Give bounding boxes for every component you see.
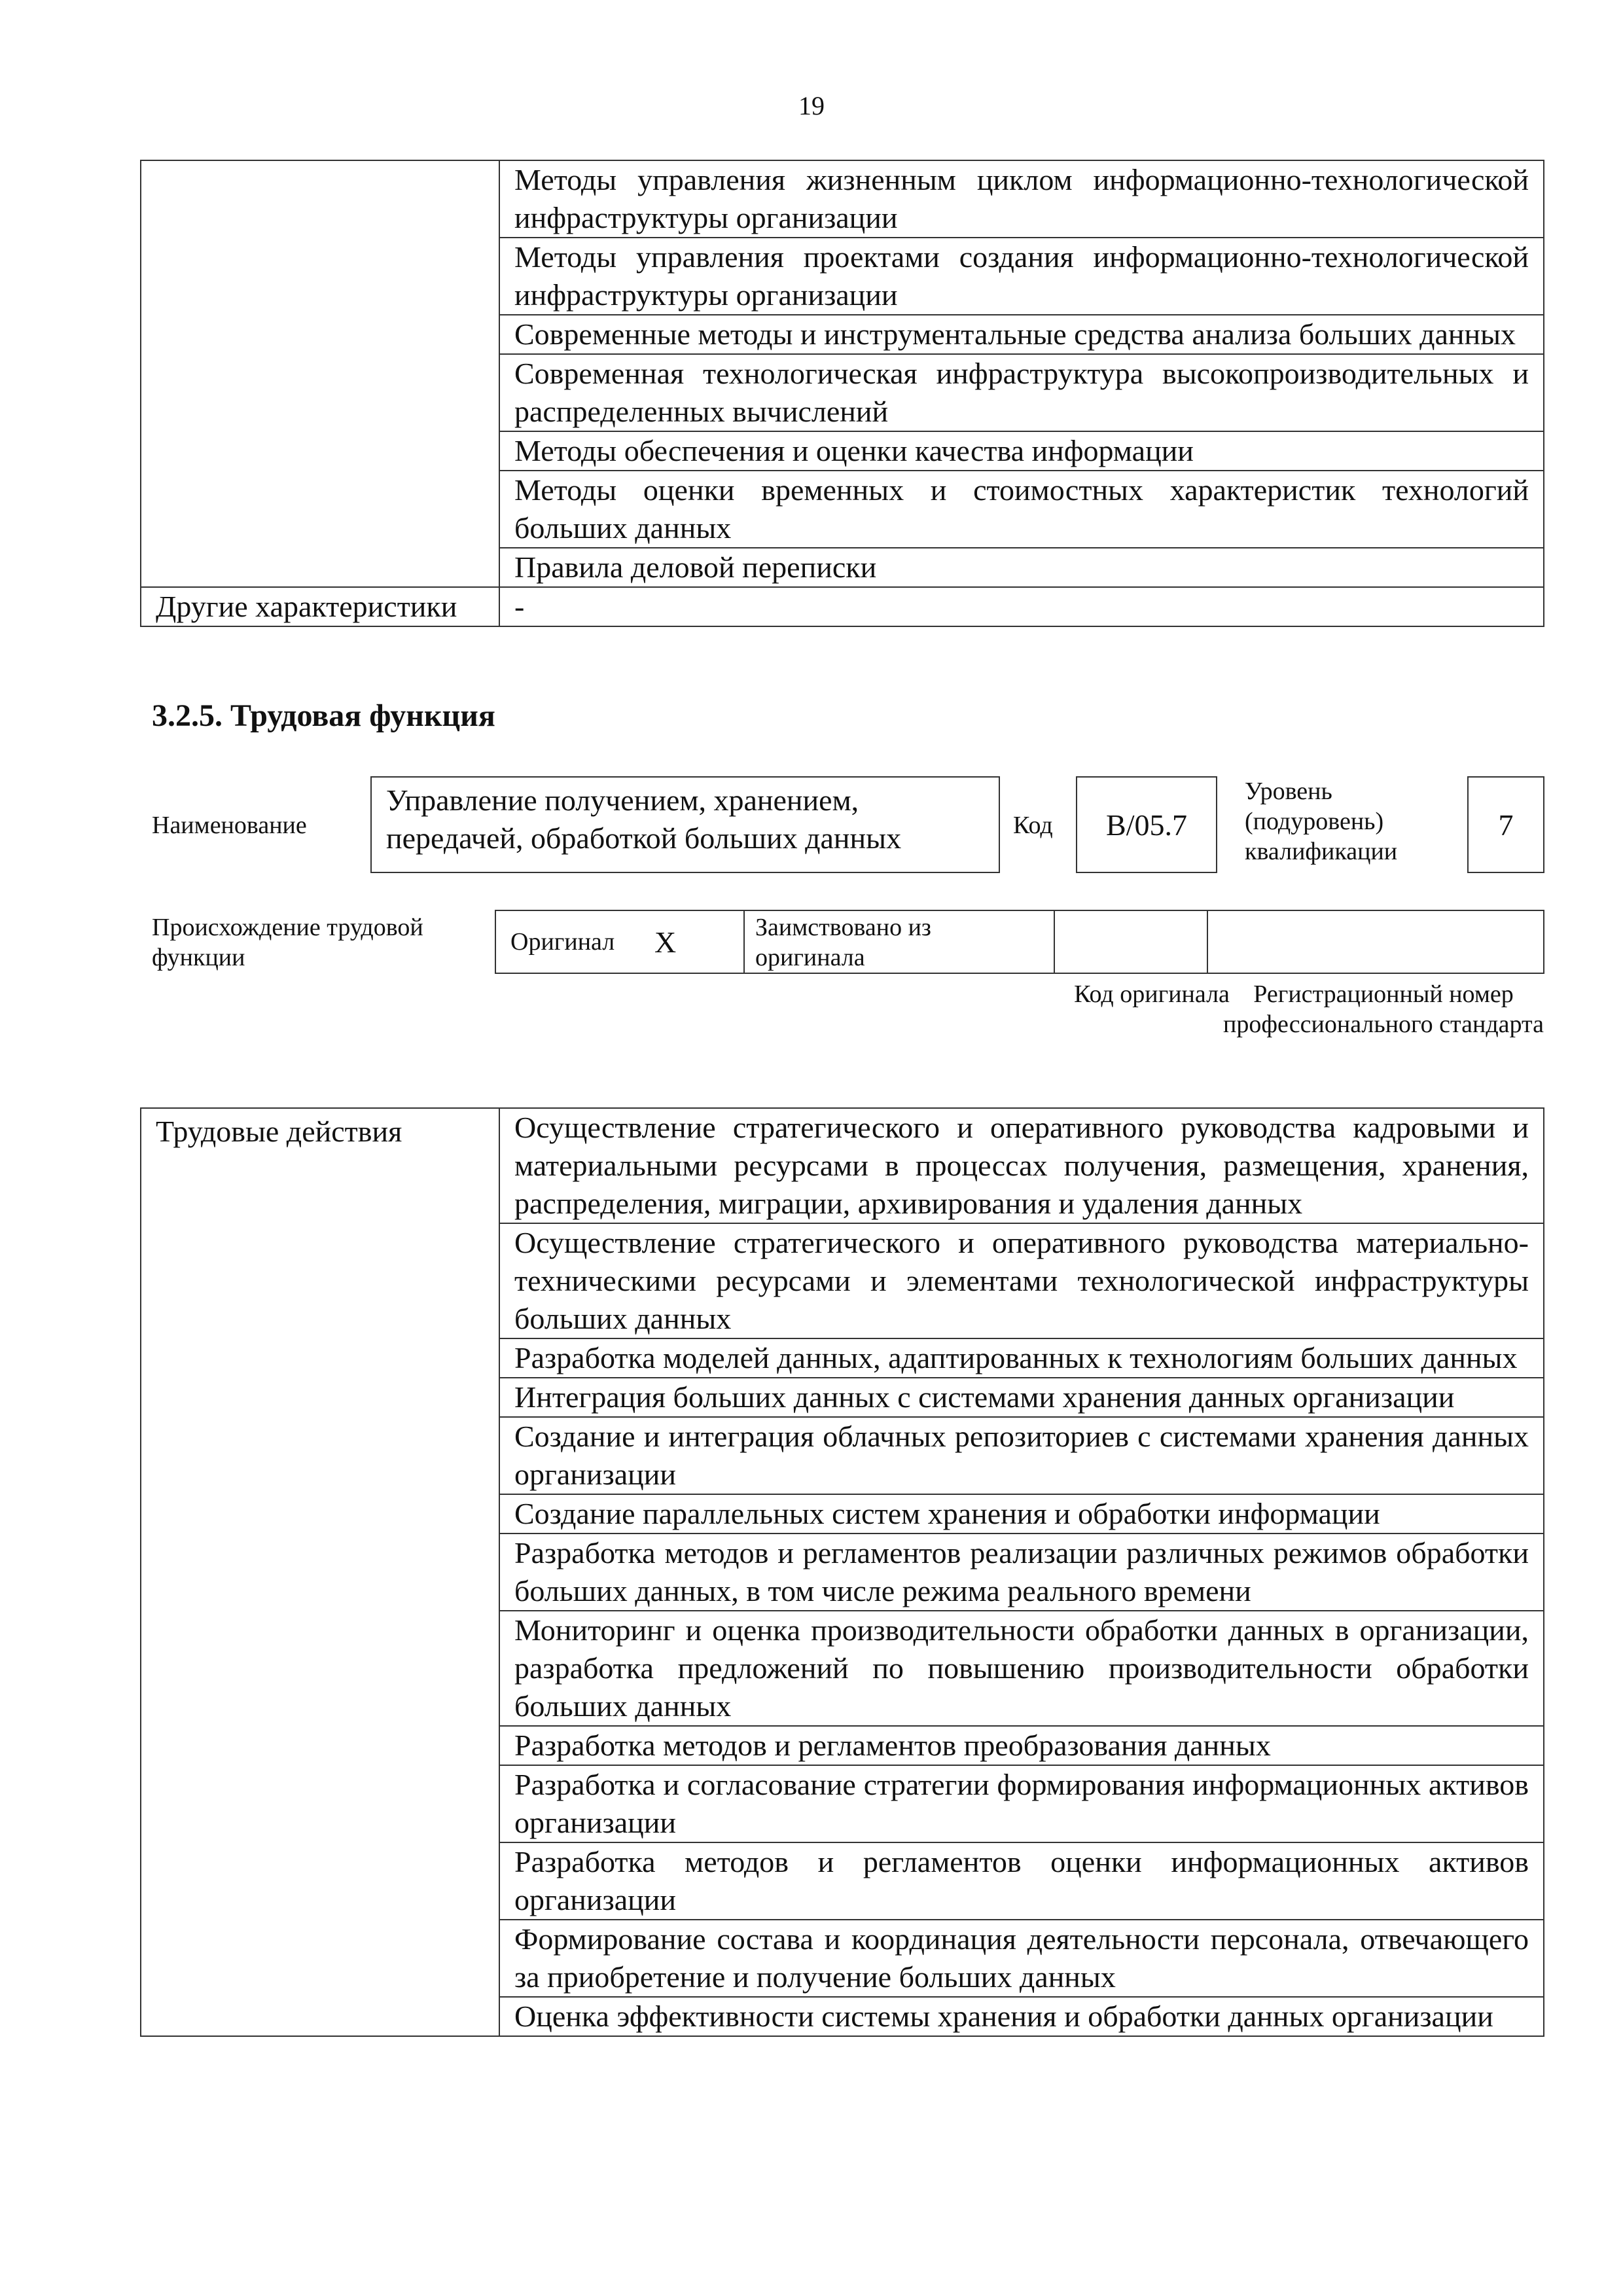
level-label: Уровень (подуровень) квалификации (1245, 778, 1398, 865)
original-mark: X (654, 925, 677, 959)
table-row (141, 1108, 1544, 1223)
origin-box (495, 910, 1544, 974)
labor-action-item: Осуществление стратегического и оперативного руководства материально-техническими ресурсами и элементами технологической инфраструктуры больших данных (499, 1223, 1544, 1338)
page-number: 19 (798, 91, 825, 120)
original-code-caption: Код оригинала (1074, 980, 1230, 1008)
labor-action-item: Разработка моделей данных, адаптированных к технологиям больших данных (499, 1338, 1544, 1378)
labor-action-item: Разработка методов и регламентов реализации различных режимов обработки больших данных, в том числе режима реального времени (499, 1534, 1544, 1611)
knowledge-item: Методы управления проектами создания информационно-технологической инфраструктуры организации (499, 238, 1544, 315)
knowledge-item: Методы обеспечения и оценки качества информации (499, 431, 1544, 471)
origin-label: Происхождение трудовой функции (152, 914, 423, 971)
knowledge-item: Методы оценки временных и стоимостных характеристик технологий больших данных (499, 471, 1544, 548)
reg-number-cell (1208, 911, 1543, 973)
labor-action-item: Разработка методов и регламентов преобразования данных (499, 1726, 1544, 1765)
labor-actions-table (140, 1107, 1544, 2037)
empty-cell (141, 160, 499, 587)
function-name-box: Управление получением, хранением, передачей, обработкой больших данных (370, 776, 1000, 873)
section-title: 3.2.5. Трудовая функция (152, 698, 495, 733)
labor-action-item: Создание параллельных систем хранения и обработки информации (499, 1494, 1544, 1534)
labor-action-item: Интеграция больших данных с системами хранения данных организации (499, 1378, 1544, 1417)
labor-action-item: Создание и интеграция облачных репозиториев с системами хранения данных организации (499, 1417, 1544, 1494)
table-row (141, 587, 1544, 626)
name-label: Наименование (152, 812, 307, 839)
original-label: Оригинал (510, 928, 615, 956)
labor-action-item: Формирование состава и координация деятельности персонала, отвечающего за приобретение и получение больших данных (499, 1920, 1544, 1997)
labor-action-item: Мониторинг и оценка производительности обработки данных в организации, разработка предложений по повышению производительности обработки больших данных (499, 1611, 1544, 1726)
knowledge-item: Современная технологическая инфраструктура высокопроизводительных и распределенных вычислений (499, 354, 1544, 431)
level-value-box: 7 (1467, 776, 1544, 873)
labor-action-item: Разработка методов и регламентов оценки информационных активов организации (499, 1842, 1544, 1920)
labor-action-item: Оценка эффективности системы хранения и обработки данных организации (499, 1997, 1544, 2036)
other-characteristics-value: - (499, 587, 1544, 626)
labor-actions-label: Трудовые действия (141, 1108, 499, 2036)
original-code-cell (1055, 911, 1208, 973)
knowledge-item: Правила деловой переписки (499, 548, 1544, 587)
knowledge-item: Современные методы и инструментальные средства анализа больших данных (499, 315, 1544, 354)
labor-action-item: Разработка и согласование стратегии формирования информационных активов организации (499, 1765, 1544, 1842)
code-label: Код (1013, 812, 1053, 839)
reg-number-caption: Регистрационный номер профессионального стандарта (1223, 980, 1544, 1038)
function-code-box: B/05.7 (1076, 776, 1217, 873)
knowledge-table (140, 160, 1544, 627)
other-characteristics-label: Другие характеристики (141, 587, 499, 626)
borrowed-label: Заимствовано из оригинала (745, 911, 1055, 973)
labor-action-item: Осуществление стратегического и оперативного руководства кадровыми и материальными ресурсами в процессах получения, размещения, хранения, распределения, миграции, архивирования и удаления данных (499, 1108, 1544, 1223)
knowledge-item: Методы управления жизненным циклом информационно-технологической инфраструктуры организации (499, 160, 1544, 238)
original-cell (496, 911, 745, 973)
table-row (141, 160, 1544, 238)
